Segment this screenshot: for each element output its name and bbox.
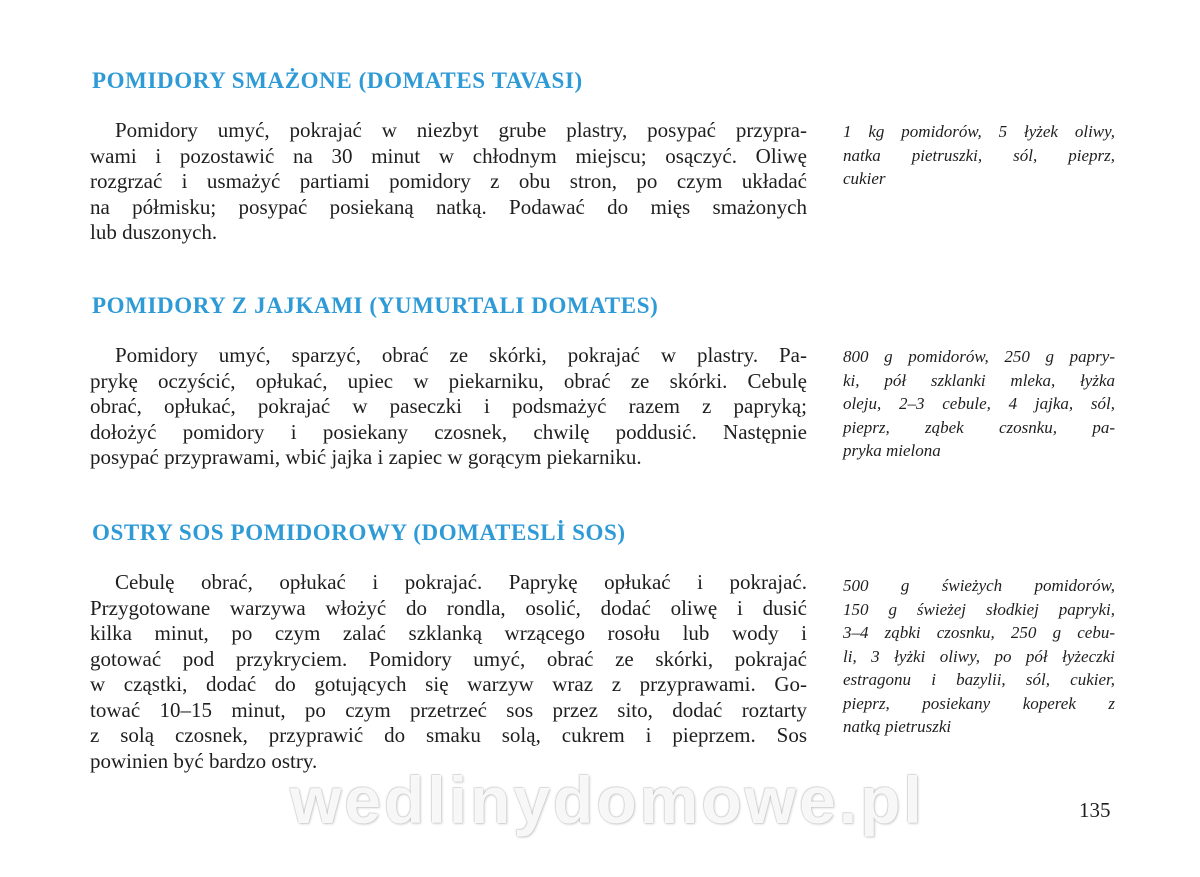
recipe-title: POMIDORY SMAŻONE (DOMATES TAVASI) <box>92 68 583 93</box>
instruction-line: Cebulę obrać, opłukać i pokrajać. Paprykę opłukać i pokrajać. <box>115 570 807 594</box>
recipe-ingredients <box>843 574 1115 739</box>
instruction-line: posypać przyprawami, wbić jajka i zapiec w gorącym piekarniku. <box>90 445 642 469</box>
ingredients-line: 1 kg pomidorów, 5 łyżek oliwy, <box>843 122 1115 141</box>
recipe-instructions <box>90 343 807 471</box>
recipe-ingredients <box>843 120 1115 191</box>
ingredients-line: oleju, 2–3 cebule, 4 jajka, sól, <box>843 394 1115 413</box>
instruction-line: z solą czosnek, przyprawić do smaku solą, cukrem i pieprzem. Sos <box>90 723 807 747</box>
ingredients-line: 3–4 ząbki czosnku, 250 g cebu- <box>843 623 1115 642</box>
instruction-line: rozgrzać i usmażyć partiami pomidory z obu stron, po czym układać <box>90 169 807 193</box>
instruction-line: w cząstki, dodać do gotujących się warzyw wraz z przyprawami. Go- <box>90 672 807 696</box>
instruction-line: obrać, opłukać, pokrajać w paseczki i podsmażyć razem z papryką; <box>90 394 807 418</box>
instruction-line: kilka minut, po czym zalać szklanką wrzącego rosołu lub wody i <box>90 621 807 645</box>
recipe-title: POMIDORY Z JAJKAMI (YUMURTALI DOMATES) <box>92 293 659 318</box>
ingredients-line: ki, pół szklanki mleka, łyżka <box>843 370 1115 390</box>
ingredients-line: pieprz, ząbek czosnku, pa- <box>843 417 1115 437</box>
ingredients-line: natką pietruszki <box>843 717 952 736</box>
instruction-line: tować 10–15 minut, po czym przetrzeć sos przez sito, dodać roztarty <box>90 697 807 722</box>
ingredients-line: cukier <box>843 169 886 188</box>
ingredients-line: 800 g pomidorów, 250 g papry- <box>843 347 1115 366</box>
recipe-instructions <box>90 570 807 774</box>
ingredients-line: 500 g świeżych pomidorów, <box>843 576 1115 595</box>
recipe-title: OSTRY SOS POMIDOROWY (DOMATESLİ SOS) <box>92 520 626 545</box>
ingredients-line: pryka mielona <box>843 441 941 460</box>
instruction-line: lub duszonych. <box>90 220 218 244</box>
instruction-line: dołożyć pomidory i posiekany czosnek, chwilę poddusić. Następnie <box>90 419 807 444</box>
instruction-line: wami i pozostawić na 30 minut w chłodnym miejscu; osączyć. Oliwę <box>90 143 807 168</box>
instruction-line: Pomidory umyć, pokrajać w niezbyt grube plastry, posypać przypra- <box>115 118 807 142</box>
instruction-line: gotować pod przykryciem. Pomidory umyć, obrać ze skórki, pokrajać <box>90 646 807 671</box>
ingredients-line: natka pietruszki, sól, pieprz, <box>843 145 1115 165</box>
recipe-instructions <box>90 118 807 246</box>
ingredients-line: pieprz, posiekany koperek z <box>843 693 1115 713</box>
instruction-line: powinien być bardzo ostry. <box>90 748 318 773</box>
page-number: 135 <box>1079 798 1111 822</box>
instruction-line: na półmisku; posypać posiekaną natką. Podawać do mięs smażonych <box>90 194 807 219</box>
ingredients-line: li, 3 łyżki oliwy, po pół łyżeczki <box>843 646 1115 666</box>
instruction-line: Pomidory umyć, sparzyć, obrać ze skórki, pokrajać w plastry. Pa- <box>115 343 807 367</box>
instruction-line: Przygotowane warzywa włożyć do rondla, osolić, dodać oliwę i dusić <box>90 595 807 620</box>
instruction-line: prykę oczyścić, opłukać, upiec w piekarniku, obrać ze skórki. Cebulę <box>90 368 807 393</box>
watermark: wedlinydomowe.pl <box>290 763 925 837</box>
ingredients-line: estragonu i bazylii, sól, cukier, <box>843 670 1115 689</box>
recipe-ingredients <box>843 345 1115 463</box>
ingredients-line: 150 g świeżej słodkiej papryki, <box>843 599 1115 619</box>
